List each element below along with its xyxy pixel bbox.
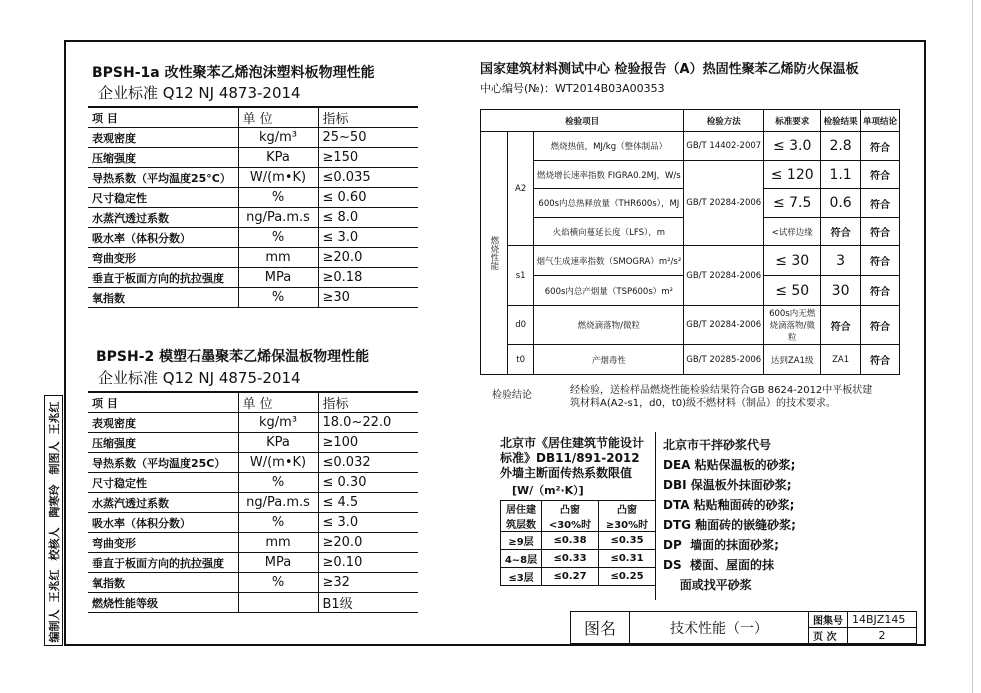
table-row [88, 288, 418, 308]
col-unit: 单 位 [238, 392, 318, 413]
t2-standard: 企业标准 Q12 NJ 4875-2014 [98, 369, 301, 387]
cell-value: ≤ 8.0 [318, 208, 418, 228]
cell-item: 压缩强度 [88, 433, 238, 453]
t1-standard: 企业标准 Q12 NJ 4873-2014 [98, 84, 301, 102]
sig-name: 王兆红 [47, 401, 61, 435]
cell-unit: MPa [238, 268, 318, 288]
method: GB/T 20284-2006 [684, 306, 764, 345]
sig-name: 陶寒玲 [47, 484, 61, 518]
report-table [480, 109, 900, 375]
table-cell: ≤0.31 [599, 550, 656, 568]
cell-unit: ng/Pa.m.s [238, 208, 318, 228]
mortar-item: 面或找平砂浆 [663, 578, 752, 592]
cell-unit: % [238, 228, 318, 248]
table-row [88, 413, 418, 433]
method: GB/T 20284-2006 [684, 246, 764, 306]
item: 燃烧热值，MJ/kg（整体制品） [534, 132, 684, 161]
col-item: 项 目 [88, 107, 238, 128]
requirement: 达到ZA1级 [764, 345, 821, 375]
cell-value: ≤ 0.30 [318, 473, 418, 493]
cell-value: B1级 [318, 593, 418, 613]
table-row [88, 128, 418, 148]
fig-name: 技术性能（一） [630, 612, 809, 644]
cell-item: 垂直于板面方向的抗拉强度 [88, 268, 238, 288]
fig-label: 图名 [571, 612, 630, 644]
table-row [88, 208, 418, 228]
table-row [481, 345, 900, 375]
hdr-requirement: 标准要求 [764, 110, 821, 132]
cell-item: 尺寸稳定性 [88, 188, 238, 208]
cell-unit [238, 593, 318, 613]
bj-title: 北京市《居住建筑节能设计标准》DB11/891-2012 外墙主断面传热系数限值 [500, 436, 645, 480]
cell-value: ≤ 0.60 [318, 188, 418, 208]
table-row [88, 188, 418, 208]
item: 600s内总热释放量（THR600s），MJ [534, 189, 684, 218]
method: GB/T 20284-2006 [684, 161, 764, 246]
cell-value: ≥20.0 [318, 248, 418, 268]
cell-value: 18.0~22.0 [318, 413, 418, 433]
col-floors: 居住建筑层数 [501, 501, 542, 532]
class-label: A2 [507, 132, 534, 246]
conclusion: 符合 [860, 306, 899, 345]
col-unit: 单 位 [238, 107, 318, 128]
cell-item: 表观密度 [88, 413, 238, 433]
cell-item: 吸水率（体积分数） [88, 228, 238, 248]
sig-label: 制图人 [47, 441, 61, 475]
mortar-title: 北京市干拌砂浆代号 [663, 438, 772, 452]
cell-item: 氧指数 [88, 288, 238, 308]
cell-item: 表观密度 [88, 128, 238, 148]
page-number: 2 [848, 628, 917, 644]
bj-unit: [W/（m²·K）] [512, 484, 584, 497]
table-cell: ≤0.35 [599, 532, 656, 550]
table-cell: 4~8层 [501, 550, 542, 568]
cell-item: 氧指数 [88, 573, 238, 593]
item: 燃烧增长速率指数 FIGRA0.2MJ，W/s [534, 161, 684, 189]
table-row [501, 550, 656, 568]
atlas-label: 图集号 [809, 612, 848, 628]
table-header [88, 392, 418, 413]
cell-unit: ng/Pa.m.s [238, 493, 318, 513]
conclusion: 符合 [860, 276, 899, 306]
conclusion: 符合 [860, 189, 899, 218]
cell-value: ≥30 [318, 288, 418, 308]
table-row [88, 493, 418, 513]
item: 600s内总产烟量（TSP600s）m² [534, 276, 684, 306]
report-title: 国家建筑材料测试中心 检验报告（A）热固性聚苯乙烯防火保温板 [480, 62, 859, 77]
table-row [88, 248, 418, 268]
cell-item: 弯曲变形 [88, 248, 238, 268]
mortar-item: DS 楼面、屋面的抹 [663, 558, 774, 572]
cell-item: 燃烧性能等级 [88, 593, 238, 613]
table-row [88, 168, 418, 188]
item: 燃烧滴落物/微粒 [534, 306, 684, 345]
conclusion: 符合 [860, 161, 899, 189]
method: GB/T 20285-2006 [684, 345, 764, 375]
class-label: t0 [507, 345, 534, 375]
item: 产烟毒性 [534, 345, 684, 375]
table-cell: ≤3层 [501, 568, 542, 586]
cell-item: 水蒸汽透过系数 [88, 208, 238, 228]
hdr-result: 检验结果 [821, 110, 861, 132]
requirement: 600s内无燃烧滴落物/微粒 [764, 306, 821, 345]
cell-unit: kg/m³ [238, 128, 318, 148]
table-row [481, 132, 900, 161]
mortar-item: DBI 保温板外抹面砂浆; [663, 478, 792, 492]
cell-unit: W/(m•K) [238, 168, 318, 188]
table-cell: ≤0.33 [542, 550, 599, 568]
conclusion: 符合 [860, 345, 899, 375]
cell-value: ≤ 4.5 [318, 493, 418, 513]
divider [655, 432, 656, 600]
col-item: 项 目 [88, 392, 238, 413]
cell-item: 垂直于板面方向的抗拉强度 [88, 553, 238, 573]
table-row [88, 148, 418, 168]
cell-unit: KPa [238, 148, 318, 168]
table-row [481, 246, 900, 276]
item: 火焰横向蔓延长度（LFS），m [534, 218, 684, 246]
t2-table [88, 391, 418, 613]
conclusion: 符合 [860, 218, 899, 246]
table-row [88, 553, 418, 573]
table-cell: ≤0.38 [542, 532, 599, 550]
result: 符合 [821, 218, 861, 246]
title-block [570, 611, 917, 644]
atlas-number: 14BJZ145 [848, 612, 917, 628]
result: 3 [821, 246, 861, 276]
cell-unit: % [238, 513, 318, 533]
class-label: s1 [507, 246, 534, 306]
cell-value: ≤ 3.0 [318, 228, 418, 248]
class-label: d0 [507, 306, 534, 345]
table-cell: ≤0.25 [599, 568, 656, 586]
requirement: ≤ 50 [764, 276, 821, 306]
requirement: ≤ 120 [764, 161, 821, 189]
mortar-list [663, 435, 796, 595]
table-cell: ≤0.27 [542, 568, 599, 586]
cell-value: ≥0.10 [318, 553, 418, 573]
sig-name: 王兆红 [47, 569, 61, 603]
cell-item: 吸水率（体积分数） [88, 513, 238, 533]
report-code: 中心编号(№)：WT2014B03A00353 [480, 82, 665, 95]
conclusion: 符合 [860, 132, 899, 161]
cell-value: ≤ 3.0 [318, 513, 418, 533]
mortar-item: DP 墙面的抹面砂浆; [663, 538, 779, 552]
conclusion-label: 检验结论 [492, 390, 532, 401]
t1-title: BPSH-1a 改性聚苯乙烯泡沫塑料板物理性能 [92, 65, 375, 81]
mortar-item: DEA 粘贴保温板的砂浆; [663, 458, 796, 472]
table-header [88, 107, 418, 128]
group-label: 燃烧性能 [481, 132, 508, 375]
table-row [88, 268, 418, 288]
table-row [481, 306, 900, 345]
cell-unit: % [238, 573, 318, 593]
result: 2.8 [821, 132, 861, 161]
table-row [88, 533, 418, 553]
requirement: ≤ 3.0 [764, 132, 821, 161]
cell-unit: MPa [238, 553, 318, 573]
sig-label: 校核人 [47, 527, 61, 561]
table-header [501, 501, 656, 532]
col-window-large: 凸窗≥30%时 [599, 501, 656, 532]
table-row [481, 161, 900, 189]
result: 1.1 [821, 161, 861, 189]
cell-value: ≥20.0 [318, 533, 418, 553]
table-row [88, 593, 418, 613]
conclusion-text: 经检验，送检样品燃烧性能检验结果符合GB 8624-2012中平板状建筑材料A(A2-s1，d0，t0)级不燃材料（制品）的技术要求。 [570, 385, 873, 409]
cell-value: ≤0.035 [318, 168, 418, 188]
cell-unit: W/(m•K) [238, 453, 318, 473]
cell-unit: % [238, 473, 318, 493]
cell-value: ≥100 [318, 433, 418, 453]
hdr-method: 检验方法 [684, 110, 764, 132]
item: 烟气生成速率指数（SMOGRA）m²/s² [534, 246, 684, 276]
page-label: 页 次 [809, 628, 848, 644]
cell-value: ≥32 [318, 573, 418, 593]
cell-unit: % [238, 288, 318, 308]
table-row [501, 532, 656, 550]
sig-label: 编制人 [47, 609, 61, 643]
table-row [88, 513, 418, 533]
method: GB/T 14402-2007 [684, 132, 764, 161]
result: 0.6 [821, 189, 861, 218]
mortar-item: DTG 釉面砖的嵌缝砂浆; [663, 518, 796, 532]
cell-item: 导热系数（平均温度25C） [88, 453, 238, 473]
cell-item: 导热系数（平均温度25°C） [88, 168, 238, 188]
cell-unit: % [238, 188, 318, 208]
t2-title: BPSH-2 模塑石墨聚苯乙烯保温板物理性能 [96, 349, 370, 365]
col-window-small: 凸窗<30%时 [542, 501, 599, 532]
table-row [88, 473, 418, 493]
cell-value: ≤0.032 [318, 453, 418, 473]
cell-item: 尺寸稳定性 [88, 473, 238, 493]
result: 符合 [821, 306, 861, 345]
requirement: <试样边缘 [764, 218, 821, 246]
t1-table [88, 106, 418, 308]
result: ZA1 [821, 345, 861, 375]
hdr-item: 检验项目 [481, 110, 684, 132]
result: 30 [821, 276, 861, 306]
col-value: 指标 [318, 107, 418, 128]
table-row [88, 228, 418, 248]
bj-table [500, 500, 656, 586]
table-row [88, 453, 418, 473]
conclusion: 符合 [860, 246, 899, 276]
signature-strip [44, 395, 63, 646]
cell-item: 压缩强度 [88, 148, 238, 168]
table-cell: ≥9层 [501, 532, 542, 550]
table-header [481, 110, 900, 132]
col-value: 指标 [318, 392, 418, 413]
table-row [88, 433, 418, 453]
cell-item: 弯曲变形 [88, 533, 238, 553]
hdr-conclusion: 单项结论 [860, 110, 899, 132]
cell-item: 水蒸汽透过系数 [88, 493, 238, 513]
cell-unit: KPa [238, 433, 318, 453]
cell-value: 25~50 [318, 128, 418, 148]
requirement: ≤ 7.5 [764, 189, 821, 218]
table-row [501, 568, 656, 586]
mortar-item: DTA 粘贴釉面砖的砂浆; [663, 498, 795, 512]
requirement: ≤ 30 [764, 246, 821, 276]
cell-value: ≥0.18 [318, 268, 418, 288]
cell-value: ≥150 [318, 148, 418, 168]
cell-unit: kg/m³ [238, 413, 318, 433]
cell-unit: mm [238, 248, 318, 268]
table-row [88, 573, 418, 593]
sheet-edge [972, 0, 973, 693]
cell-unit: mm [238, 533, 318, 553]
